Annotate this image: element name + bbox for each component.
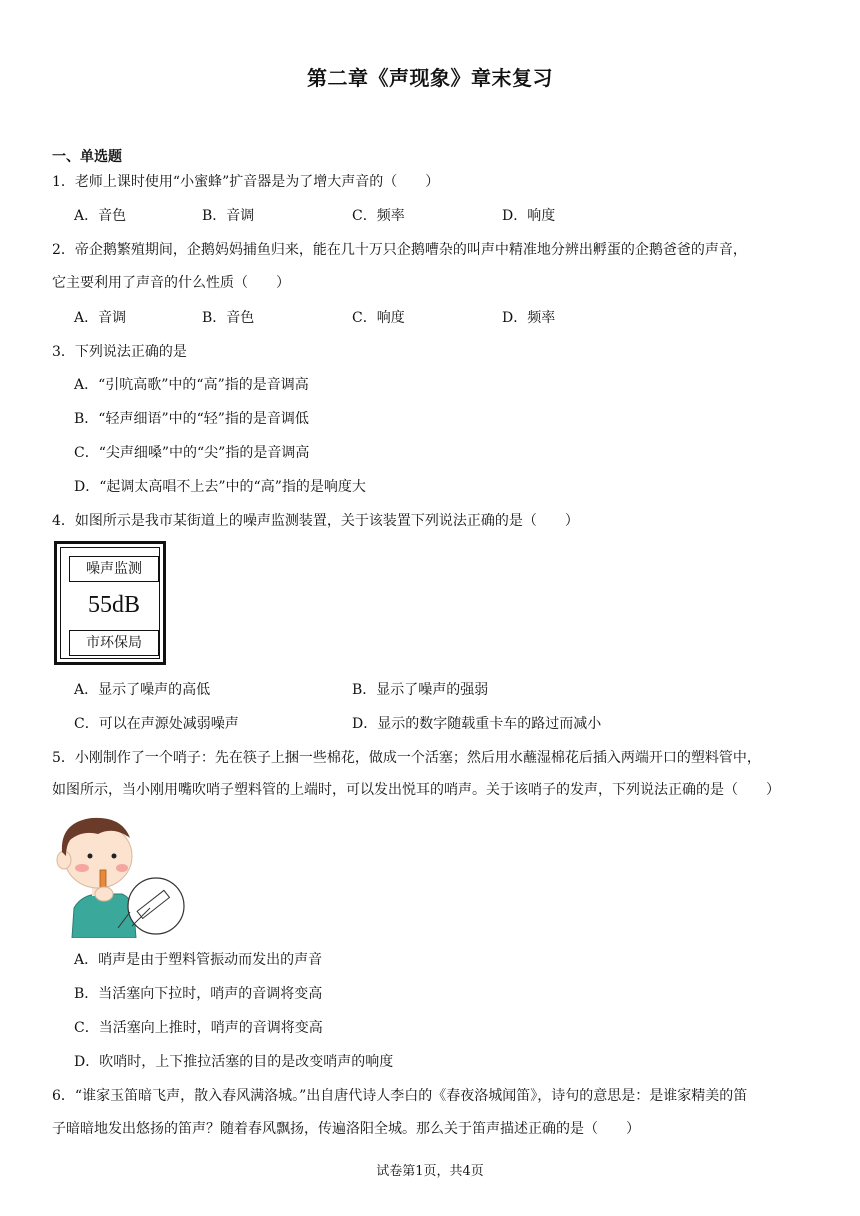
monitor-bottom-label: 市环保局 bbox=[69, 630, 159, 656]
q2-option-b: B．音色 bbox=[202, 310, 255, 326]
q3-option-a: A．“引吭高歌”中的“高”指的是音调高 bbox=[74, 377, 309, 393]
q4-option-a: A．显示了噪声的高低 bbox=[74, 682, 211, 698]
question-6-stem-line-1: 6．“谁家玉笛暗飞声，散入春风满洛城。”出自唐代诗人李白的《春夜洛城闻笛》，诗句的意思是：是谁家精美的笛 bbox=[52, 1088, 748, 1104]
question-5-stem-line-2: 如图所示，当小刚用嘴吹哨子塑料管的上端时，可以发出悦耳的哨声。关于该哨子的发声，下列说法正确的是（ ） bbox=[52, 782, 780, 798]
q1-option-d: D．响度 bbox=[502, 208, 556, 224]
q5-option-b: B．当活塞向下拉时，哨声的音调将变高 bbox=[74, 986, 323, 1002]
noise-monitor-figure bbox=[54, 541, 166, 665]
q3-option-d: D．“起调太高唱不上去”中的“高”指的是响度大 bbox=[74, 479, 366, 495]
question-6-stem-line-2: 子暗暗地发出悠扬的笛声？随着春风飘扬，传遍洛阳全城。那么关于笛声描述正确的是（ ） bbox=[52, 1121, 640, 1137]
page-footer: 试卷第1页，共4页 bbox=[376, 1164, 484, 1179]
question-3-stem: 3．下列说法正确的是 bbox=[52, 344, 187, 360]
q2-option-d: D．频率 bbox=[502, 310, 556, 326]
q5-option-c: C．当活塞向上推时，哨声的音调将变高 bbox=[74, 1020, 323, 1036]
boy-blowing-whistle-illustration bbox=[52, 808, 188, 938]
question-2-stem-line-1: 2．帝企鹅繁殖期间，企鹅妈妈捕鱼归来，能在几十万只企鹅嘈杂的叫声中精准地分辨出孵蛋的企鹅爸爸的声音， bbox=[52, 242, 747, 258]
q4-option-c: C．可以在声源处减弱噪声 bbox=[74, 716, 239, 732]
q2-option-a: A．音调 bbox=[74, 310, 127, 326]
question-1-stem: 1．老师上课时使用“小蜜蜂”扩音器是为了增大声音的（ ） bbox=[52, 174, 440, 190]
page-title: 第二章《声现象》章末复习 bbox=[307, 66, 553, 90]
section-heading: 一、单选题 bbox=[52, 149, 122, 165]
monitor-reading: 55dB bbox=[87, 592, 140, 618]
q1-option-b: B．音调 bbox=[202, 208, 255, 224]
q5-option-d: D．吹哨时，上下推拉活塞的目的是改变哨声的响度 bbox=[74, 1054, 394, 1070]
q5-option-a: A．哨声是由于塑料管振动而发出的声音 bbox=[74, 952, 323, 968]
question-5-stem-line-1: 5．小刚制作了一个哨子：先在筷子上捆一些棉花，做成一个活塞；然后用水蘸湿棉花后插入两端开口的塑料管中， bbox=[52, 750, 761, 766]
monitor-top-label: 噪声监测 bbox=[69, 556, 159, 582]
q2-option-c: C．响度 bbox=[352, 310, 405, 326]
q4-option-b: B．显示了噪声的强弱 bbox=[352, 682, 489, 698]
q3-option-c: C．“尖声细嗓”中的“尖”指的是音调高 bbox=[74, 445, 310, 461]
q3-option-b: B．“轻声细语”中的“轻”指的是音调低 bbox=[74, 411, 309, 427]
q1-option-c: C．频率 bbox=[352, 208, 405, 224]
question-2-stem-line-2: 它主要利用了声音的什么性质（ ） bbox=[52, 275, 290, 291]
q1-option-a: A．音色 bbox=[74, 208, 127, 224]
q4-option-d: D．显示的数字随载重卡车的路过而减小 bbox=[352, 716, 602, 732]
question-4-stem: 4．如图所示是我市某街道上的噪声监测装置，关于该装置下列说法正确的是（ ） bbox=[52, 513, 579, 529]
